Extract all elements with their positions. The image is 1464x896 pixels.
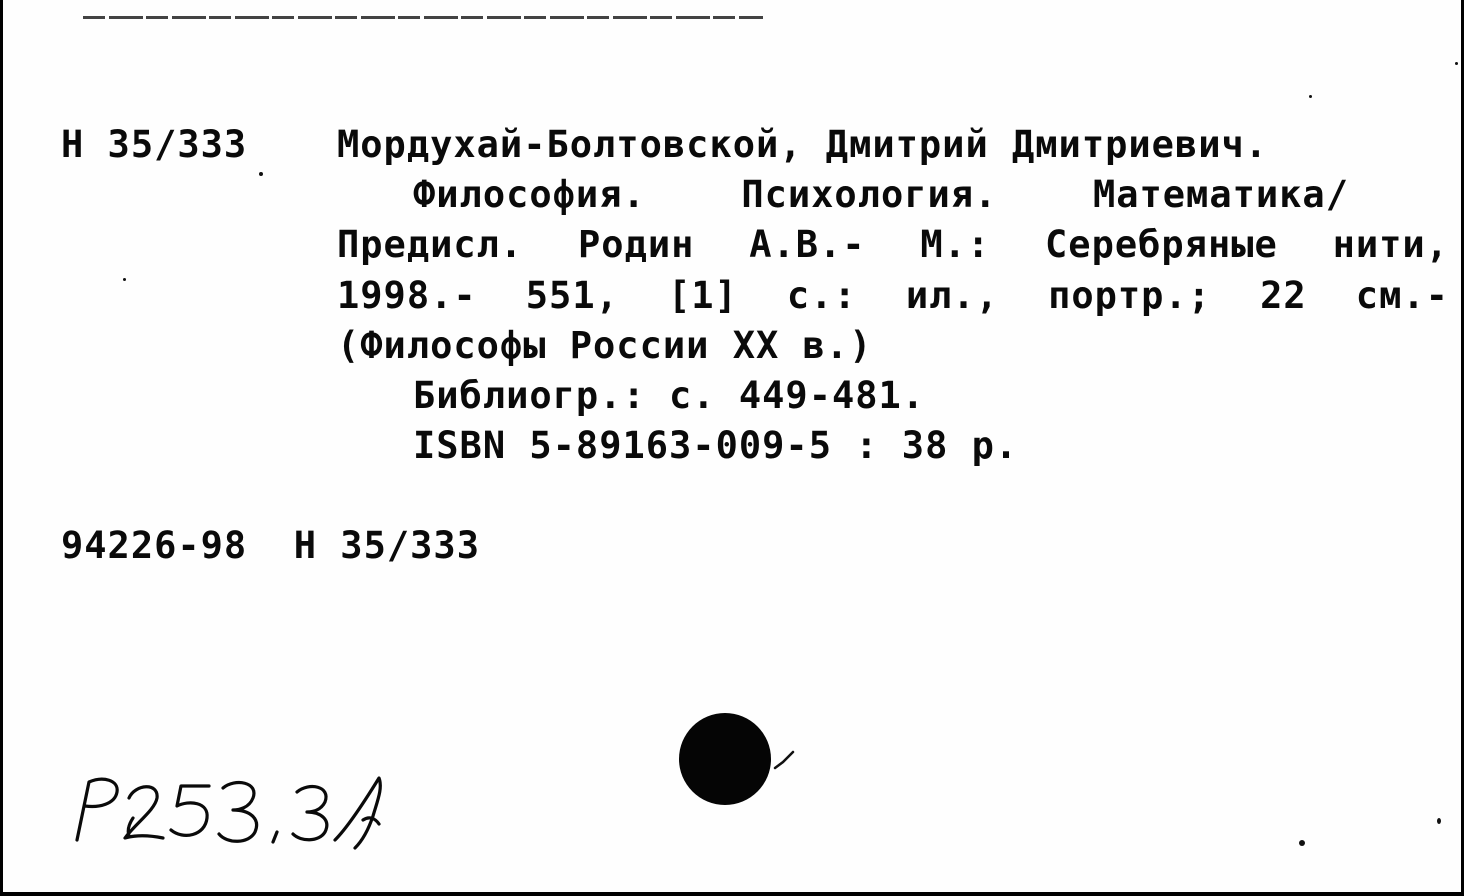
imprint-word: ил., — [905, 274, 999, 317]
imprint-line-1 — [337, 223, 1449, 266]
title-word: Психология. — [741, 173, 998, 216]
top-rule — [83, 16, 763, 19]
shelfmark: Н 35/333 — [61, 123, 248, 166]
imprint-word: Предисл. — [337, 223, 524, 266]
title-word: Математика/ — [1092, 173, 1349, 216]
isbn-line: ISBN 5-89163-009-5 : 38 р. — [413, 424, 1019, 467]
imprint-word: Серебряные — [1045, 223, 1278, 266]
imprint-word: см.- — [1355, 274, 1449, 317]
imprint-word: М.: — [920, 223, 991, 266]
imprint-word: Родин — [578, 223, 695, 266]
punch-mark — [771, 748, 801, 778]
handwritten-classmark — [63, 758, 413, 858]
imprint-word: 22 — [1260, 274, 1307, 317]
imprint-line-2 — [337, 274, 1449, 317]
accession-line: 94226-98 Н 35/333 — [61, 524, 480, 567]
title-word: Философия. — [413, 173, 646, 216]
speck — [259, 172, 263, 176]
speck — [1437, 818, 1441, 824]
imprint-word: нити, — [1332, 223, 1449, 266]
imprint-word: портр.; — [1048, 274, 1212, 317]
speck — [1309, 95, 1312, 98]
title-line — [413, 173, 1349, 216]
imprint-word: 551, — [525, 274, 619, 317]
imprint-word: А.В.- — [749, 223, 866, 266]
speck — [123, 278, 126, 281]
speck — [1455, 62, 1458, 65]
imprint-word: с.: — [786, 274, 857, 317]
imprint-word: 1998.- — [337, 274, 477, 317]
series-statement: (Философы России XX в.) — [337, 324, 873, 367]
speck — [1299, 840, 1305, 846]
card-punch-hole — [679, 713, 771, 805]
author-heading: Мордухай-Болтовской, Дмитрий Дмитриевич. — [337, 123, 1269, 166]
bibliography-note: Библиогр.: с. 449-481. — [413, 374, 926, 417]
imprint-word: [1] — [667, 274, 738, 317]
